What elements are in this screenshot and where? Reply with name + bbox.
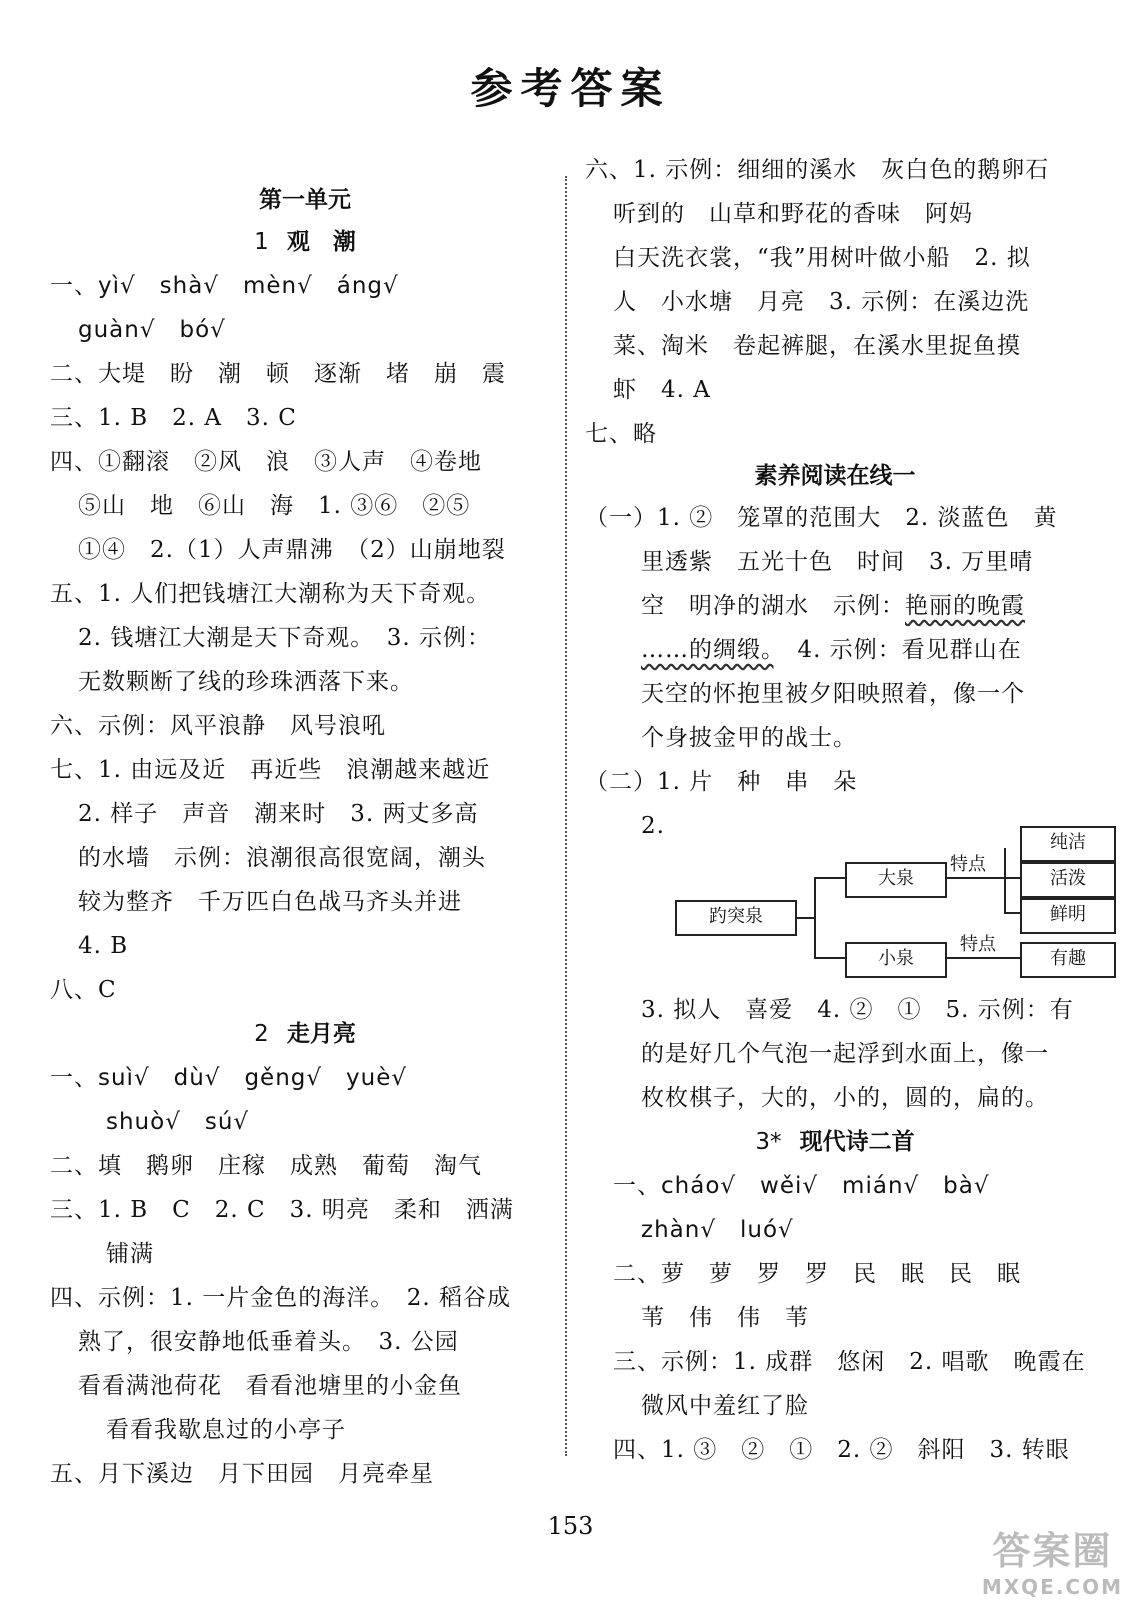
answer-line: 三、示例：1. 成群 悠闲 2. 唱歌 晚霞在 (613, 1349, 1086, 1375)
wavy-underlined-text: ……的绸缎。 (641, 637, 774, 663)
answer-line: 三、1. B C 2. C 3. 明亮 柔和 洒满 (50, 1197, 514, 1223)
root-box: 趵突泉 (675, 900, 797, 936)
connector-root-big (795, 878, 845, 918)
connector-trait-top (995, 848, 1005, 878)
answer-line: 3. 拟人 喜爱 4. ② ① 5. 示例：有 (641, 997, 1074, 1023)
answer-line: ①④ 2.（1）人声鼎沸 （2）山崩地裂 (78, 537, 506, 563)
lesson-2-title (50, 1012, 560, 1056)
lesson-number: 3* (755, 1129, 782, 1155)
unit-title: 第一单元 (259, 187, 351, 213)
site-watermark (982, 1520, 1123, 1599)
wavy-underlined-text: 艳丽的晚霞 (905, 593, 1025, 619)
watermark-bottom: MXQE.COM (981, 1575, 1123, 1599)
answer-line: 的是好几个气泡一起浮到水面上，像一 (641, 1041, 1049, 1067)
answer-line: 二、大堤 盼 潮 顿 逐渐 堵 崩 震 (50, 361, 506, 387)
answer-line: 无数颗断了线的珍珠洒落下来。 (78, 669, 414, 695)
lesson-number: 2 (254, 1021, 269, 1047)
answer-line: ⑤山 地 ⑥山 海 1. ③⑥ ②⑤ (78, 493, 471, 519)
answer-text: 4. 示例：看见群山在 (773, 637, 1022, 663)
lesson-name: 观 潮 (286, 229, 356, 255)
lesson-3-title (585, 1120, 1085, 1164)
big-spring-box: 大泉 (845, 862, 947, 898)
answer-line: 八、C (50, 977, 117, 1003)
answer-line: 人 小水塘 月亮 3. 示例：在溪边洗 (613, 289, 1030, 315)
answer-line: 菜、淘米 卷起裤腿，在溪水里捉鱼摸 (613, 333, 1021, 359)
page-number: 153 (547, 1512, 594, 1540)
answer-line: 2. 钱塘江大潮是天下奇观。 3. 示例： (78, 625, 492, 651)
answer-line: 铺满 (106, 1241, 154, 1267)
answer-line: 苇 伟 伟 苇 (641, 1305, 809, 1331)
watermark-top: 答案圈 (992, 1529, 1113, 1573)
answer-line: 较为整齐 千万匹白色战马齐头并进 (78, 889, 462, 915)
small-spring-box: 小泉 (845, 942, 947, 978)
answer-line: 六、示例：风平浪静 风号浪吼 (50, 713, 386, 739)
answer-line: 熟了，很安静地低垂着头。 3. 公园 (78, 1329, 459, 1355)
answer-line: 的水墙 示例：浪潮很高很宽阔，潮头 (78, 845, 486, 871)
lesson-number: 1 (254, 229, 269, 255)
trait-box: 纯洁 (1020, 826, 1116, 862)
answer-line: 七、1. 由远及近 再近些 浪潮越来越近 (50, 757, 491, 783)
answer-line: zhàn√ luó√ (641, 1217, 794, 1243)
answer-line: 听到的 山草和野花的香味 阿妈 (613, 201, 973, 227)
answer-line: 枚枚棋子，大的，小的，圆的，扁的。 (641, 1085, 1049, 1111)
answer-text: 空 明净的湖水 示例： (641, 593, 905, 619)
answer-line (585, 628, 1085, 672)
lesson-name: 现代诗二首 (799, 1129, 915, 1155)
baotu-spring-diagram (655, 832, 1135, 988)
answer-line: 天空的怀抱里被夕阳映照着，像一个 (641, 681, 1025, 707)
answer-line: 六、1. 示例：细细的溪水 灰白色的鹅卵石 (585, 157, 1050, 183)
answer-line: （二）1. 片 种 串 朵 (585, 769, 858, 795)
answer-line: 三、1. B 2. A 3. C (50, 405, 297, 431)
answer-line: 看看我歇息过的小亭子 (106, 1417, 346, 1443)
answer-line: 二、填 鹅卵 庄稼 成熟 葡萄 淘气 (50, 1153, 482, 1179)
lesson-name: 走月亮 (286, 1021, 356, 1047)
edge-label-big: 特点 (950, 854, 986, 875)
lesson-1-title (50, 220, 560, 264)
answer-line: 白天洗衣裳，“我”用树叶做小船 2. 拟 (613, 245, 1031, 271)
connector-root-small (815, 918, 845, 958)
right-column (585, 148, 1085, 1472)
answer-line: 2. 样子 声音 潮来时 3. 两丈多高 (78, 801, 479, 827)
page-title: 参考答案 (470, 64, 671, 113)
column-divider (565, 176, 567, 1456)
answer-line: 四、示例：1. 一片金色的海洋。 2. 稻谷成 (50, 1285, 512, 1311)
answer-line: 一、suì√ dù√ gěng√ yuè√ (50, 1065, 408, 1091)
answer-line: 一、cháo√ wěi√ mián√ bà√ (613, 1173, 990, 1199)
answer-line: 虾 4. A (613, 377, 711, 403)
left-column (50, 180, 560, 1496)
answer-line: 二、萝 萝 罗 罗 民 眠 民 眠 (613, 1261, 1021, 1287)
answer-line (585, 584, 1085, 628)
trait-box: 活泼 (1020, 862, 1116, 898)
reading-section-title: 素养阅读在线一 (754, 463, 916, 489)
answer-line: 个身披金甲的战士。 (641, 725, 857, 751)
answer-line: 四、1. ③ ② ① 2. ② 斜阳 3. 转眼 (613, 1437, 1070, 1463)
edge-label-small: 特点 (960, 934, 996, 955)
answer-line: shuò√ sú√ (106, 1109, 250, 1135)
answer-line: guàn√ bó√ (78, 317, 226, 343)
answer-line: 里透紫 五光十色 时间 3. 万里晴 (641, 549, 1034, 575)
answer-line: 七、略 (585, 421, 657, 447)
answer-line: 一、yì√ shà√ mèn√ áng√ (50, 273, 399, 299)
answer-line: 4. B (78, 933, 129, 959)
answer-line: 看看满池荷花 看看池塘里的小金鱼 (78, 1373, 462, 1399)
answer-line: 2. (641, 813, 665, 839)
answer-line: 五、1. 人们把钱塘江大潮称为天下奇观。 (50, 581, 491, 607)
answer-line: 五、月下溪边 月下田园 月亮牵星 (50, 1461, 434, 1487)
answer-line: 四、①翻滚 ②风 浪 ③人声 ④卷地 (50, 449, 482, 475)
connector-trait-3 (1005, 878, 1020, 913)
answer-line: 微风中羞红了脸 (641, 1393, 809, 1419)
trait-box: 鲜明 (1020, 898, 1116, 934)
trait-box: 有趣 (1020, 942, 1116, 978)
answer-line: （一）1. ② 笼罩的范围大 2. 淡蓝色 黄 (585, 505, 1058, 531)
